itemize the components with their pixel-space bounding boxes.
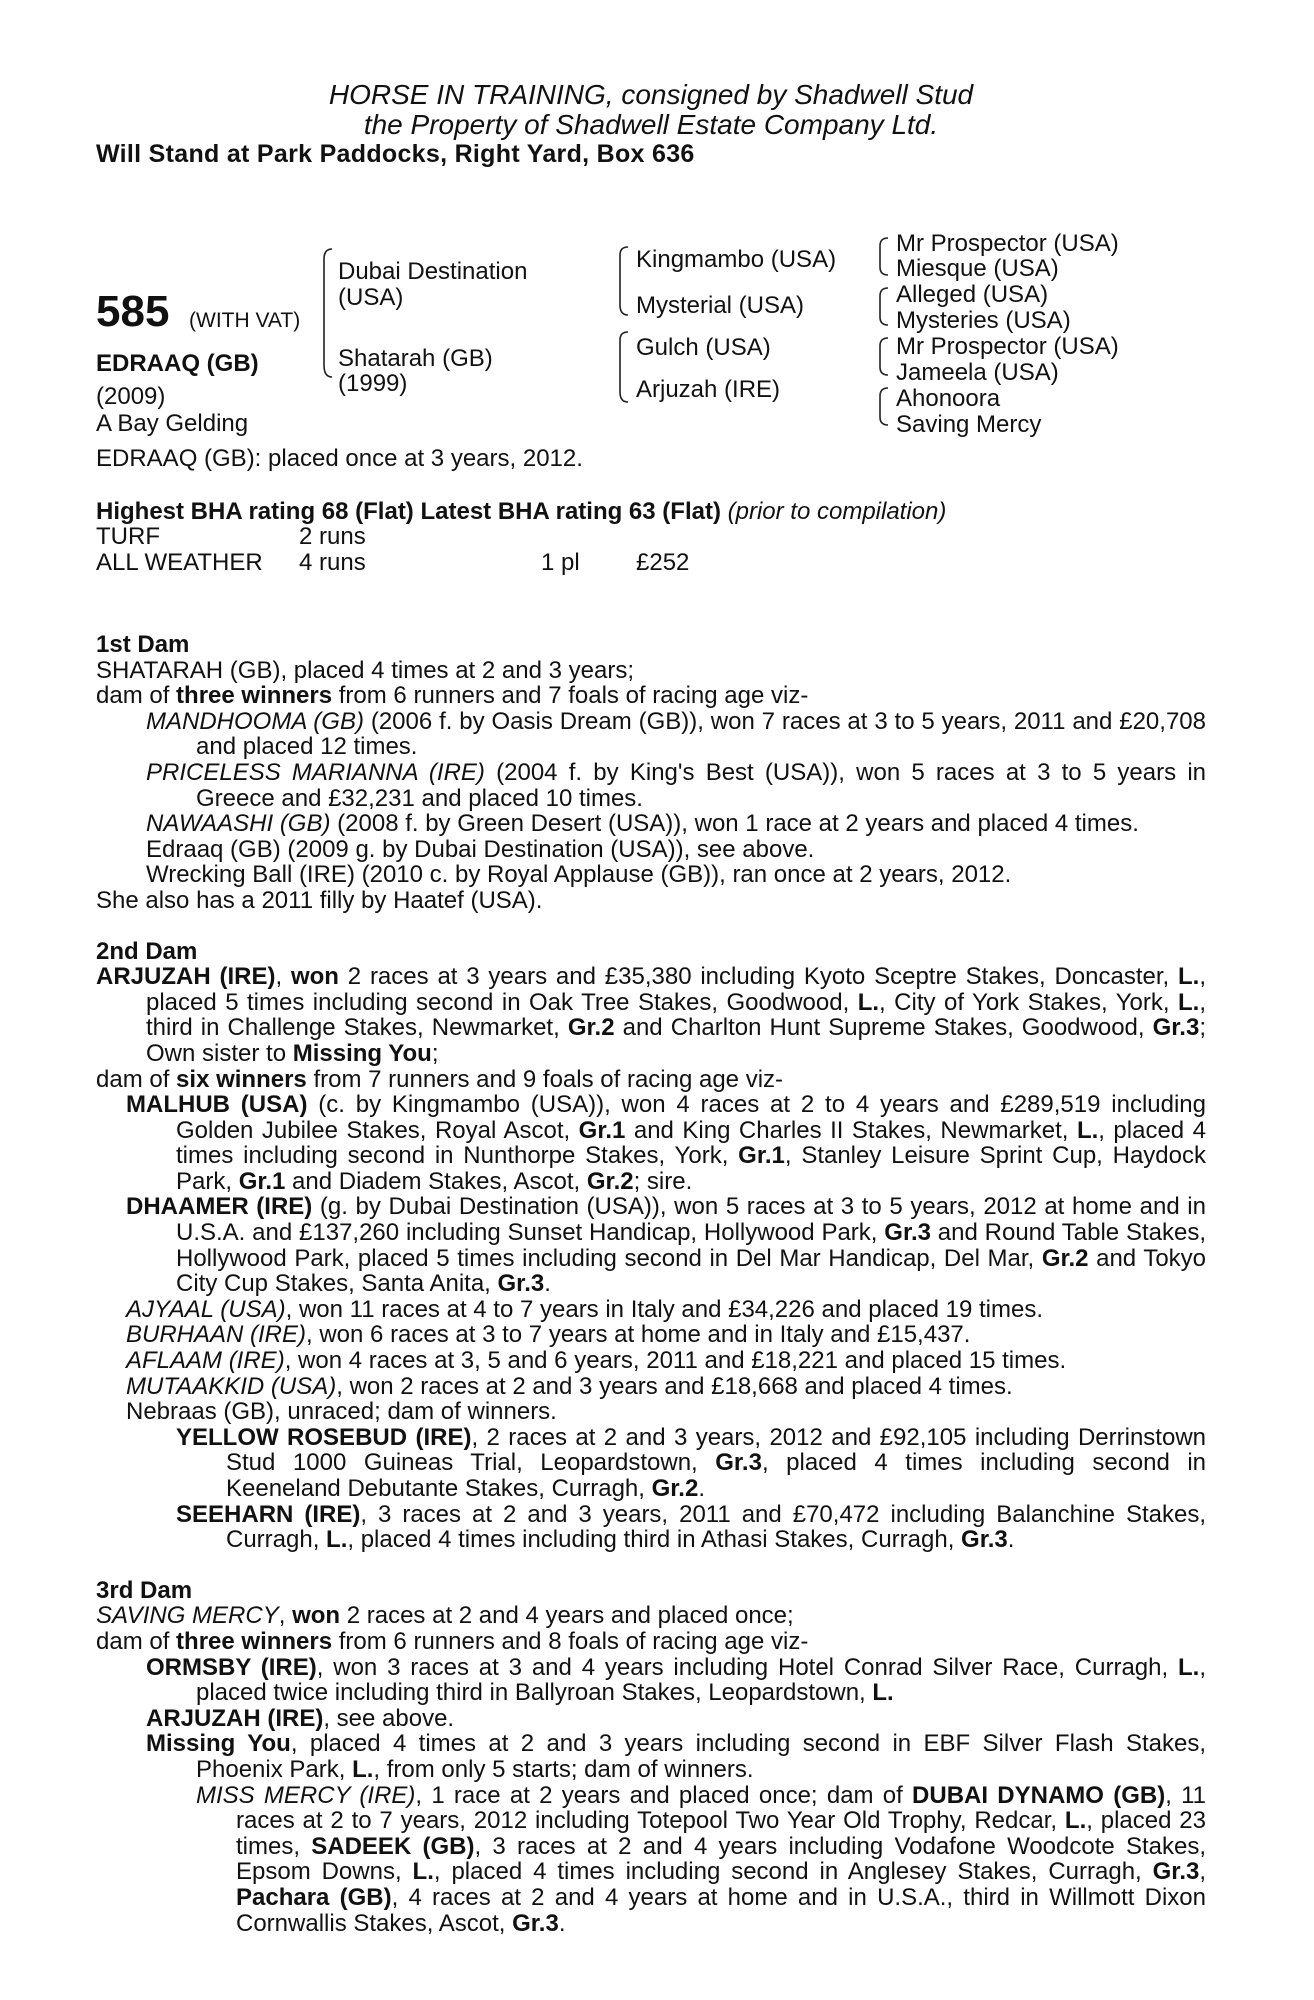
offspring-entry: PRICELESS MARIANNA (IRE) (2004 f. by King's Best (USA)), won 5 races at 3 to 5 years in Greece and £32,231 and placed 10 times.: [146, 758, 1207, 812]
third-dam-heading: 3rd Dam: [96, 1576, 193, 1604]
gen3-brace-3: [876, 335, 892, 379]
dam-sire-dam: Jameela (USA): [896, 359, 1059, 386]
rating-text: Highest BHA rating 68 (Flat) Latest BHA rating 63 (Flat): [96, 498, 721, 525]
offspring-entry: AFLAAM (IRE), won 4 races at 3, 5 and 6 years, 2011 and £18,221 and placed 15 times.: [126, 1347, 1067, 1375]
first-dam-summary: SHATARAH (GB), placed 4 times at 2 and 3 years;: [96, 656, 634, 684]
offspring-entry: ORMSBY (IRE), won 3 races at 3 and 4 years including Hotel Conrad Silver Race, Curragh, L., placed twice including third in Ballyroan Stakes, Leopardstown, L.: [146, 1653, 1206, 1707]
vat-note: (WITH VAT): [189, 309, 301, 332]
dam-dam: Arjuzah (IRE): [636, 376, 781, 403]
dam-produce-record: [96, 632, 1206, 1936]
sire-country: (USA): [338, 284, 404, 311]
gen3-brace-4: [876, 385, 892, 429]
gen3-brace-2: [876, 285, 892, 329]
dam-dam-dam: Saving Mercy: [896, 411, 1042, 438]
sire-dam: Mysterial (USA): [636, 292, 805, 319]
consignor-line: HORSE IN TRAINING, consigned by Shadwell Stud: [328, 79, 974, 110]
aw-label: ALL WEATHER: [96, 549, 263, 576]
third-dam-summary: SAVING MERCY, won 2 races at 2 and 4 years and placed once;: [96, 1602, 794, 1630]
gen3-brace-1: [876, 235, 892, 279]
offspring-entry: Nebraas (GB), unraced; dam of winners.: [126, 1398, 557, 1426]
horse-description: A Bay Gelding: [96, 410, 249, 437]
aw-money: £252: [636, 549, 690, 576]
property-line: the Property of Shadwell Estate Company Ltd.: [363, 109, 939, 140]
sire-line-brace: [616, 243, 632, 321]
offspring-entry: Wrecking Ball (IRE) (2010 c. by Royal Applause (GB)), ran once at 2 years, 2012.: [146, 861, 1012, 889]
sire-name: Dubai Destination: [338, 258, 528, 285]
dam-sire: Gulch (USA): [636, 334, 771, 361]
offspring-entry: Missing You, placed 4 times at 2 and 3 years including second in EBF Silver Flash Stakes, Phoenix Park, L., from only 5 starts; dam of winners.: [146, 1730, 1207, 1783]
grand-offspring-entry: SEEHARN (IRE), 3 races at 2 and 3 years, 2011 and £70,472 including Balanchine Stakes, Curragh, L., placed 4 times including third in Athasi Stakes, Curragh, Gr.3.: [176, 1500, 1206, 1554]
sire-sire-dam: Miesque (USA): [896, 255, 1059, 282]
rating-suffix: (prior to compilation): [727, 498, 947, 525]
bha-rating: [96, 498, 946, 526]
offspring-entry: MALHUB (USA) (c. by Kingmambo (USA)), won 4 races at 2 to 4 years and £289,519 including Golden Jubilee Stakes, Royal Ascot, Gr.1 and King Charles II Stakes, Newmarket, L., placed 4 times including second in Nunthorpe Stakes, York, Gr.1, Stanley Leisure Sprint Cup, Haydock Park, Gr.1 and Diadem Stakes, Ascot, Gr.2; sire.: [126, 1091, 1206, 1195]
dam-line-brace: [616, 328, 632, 408]
grand-offspring-entry: YELLOW ROSEBUD (IRE), 2 races at 2 and 3 years, 2012 and £92,105 including Derrinstown Stud 1000 Guineas Trial, Leopardstown, Gr.3, placed 4 times including second in Keeneland Debutante Stakes, Curragh, Gr.2.: [176, 1423, 1207, 1502]
first-dam-heading: 1st Dam: [96, 631, 190, 658]
second-dam-summary: ARJUZAH (IRE), won 2 races at 3 years and £35,380 including Kyoto Sceptre Stakes, Doncaster, L., placed 5 times including second in Oak Tree Stakes, Goodwood, L., City of York Stakes, York, L., third in Challenge Stakes, Newmarket, Gr.2 and Charlton Hunt Supreme Stakes, Goodwood, Gr.3; Own sister to Missing You;: [96, 963, 1206, 1067]
sire-dam-sire: Alleged (USA): [896, 281, 1049, 308]
dam-sire-sire: Mr Prospector (USA): [896, 333, 1119, 360]
sire-sire: Kingmambo (USA): [636, 246, 837, 273]
turf-runs: 2 runs: [299, 523, 366, 550]
sire-dam-brace: [318, 245, 338, 385]
aw-runs: 4 runs: [299, 549, 366, 576]
sire-dam-dam: Mysteries (USA): [896, 307, 1071, 334]
dam-dam-sire: Ahonoora: [896, 385, 1001, 412]
offspring-entry: DHAAMER (IRE) (g. by Dubai Destination (USA)), won 5 races at 3 to 5 years, 2012 at home and in U.S.A. and £137,260 including Sunset Handicap, Hollywood Park, Gr.3 and Round Table Stakes, Hollywood Park, placed 5 times including second in Del Mar Handicap, Del Mar, Gr.2 and Tokyo City Cup Stakes, Santa Anita, Gr.3.: [126, 1193, 1207, 1298]
stand-location: Will Stand at Park Paddocks, Right Yard, Box 636: [96, 140, 695, 168]
sire-sire-sire: Mr Prospector (USA): [896, 230, 1119, 257]
third-dam-produce: dam of three winners from 6 runners and 8 foals of racing age viz-: [96, 1627, 809, 1655]
foaling-year: (2009): [96, 383, 166, 410]
dam-name: Shatarah (GB): [338, 345, 493, 372]
lot-number: 585: [96, 287, 170, 336]
offspring-entry: NAWAASHI (GB) (2008 f. by Green Desert (USA)), won 1 race at 2 years and placed 4 times.: [146, 810, 1139, 838]
first-dam-filly-note: She also has a 2011 filly by Haatef (USA).: [96, 886, 543, 914]
dam-year: (1999): [338, 370, 408, 397]
offspring-entry: MANDHOOMA (GB) (2006 f. by Oasis Dream (GB)), won 7 races at 3 to 5 years, 2011 and £20,708 and placed 12 times.: [146, 707, 1206, 761]
aw-placed: 1 pl: [541, 549, 580, 576]
offspring-entry: AJYAAL (USA), won 11 races at 4 to 7 years in Italy and £34,226 and placed 19 times.: [126, 1295, 1043, 1323]
race-record-note: EDRAAQ (GB): placed once at 3 years, 2012.: [96, 445, 583, 472]
grand-offspring-entry: MISS MERCY (IRE), 1 race at 2 years and placed once; dam of DUBAI DYNAMO (GB), 11 races at 2 to 7 years, 2012 including Totepool Two Year Old Trophy, Redcar, L., placed 23 times, SADEEK (GB), 3 races at 2 and 4 years including Vodafone Woodcote Stakes, Epsom Downs, L., placed 4 times including second in Anglesey Stakes, Curragh, Gr.3, Pachara (GB), 4 races at 2 and 4 years at home and in U.S.A., third in Willmott Dixon Cornwallis Stakes, Ascot, Gr.3.: [196, 1781, 1207, 1937]
first-dam-produce: dam of three winners from 6 runners and 7 foals of racing age viz-: [96, 682, 809, 710]
second-dam-heading: 2nd Dam: [96, 937, 198, 965]
turf-label: TURF: [96, 523, 160, 550]
offspring-entry: BURHAAN (IRE), won 6 races at 3 to 7 years at home and in Italy and £15,437.: [126, 1321, 971, 1349]
offspring-entry: ARJUZAH (IRE), see above.: [146, 1704, 455, 1732]
offspring-entry: MUTAAKKID (USA), won 2 races at 2 and 3 years and £18,668 and placed 4 times.: [126, 1372, 1013, 1400]
horse-name: EDRAAQ (GB): [96, 350, 259, 377]
offspring-entry: Edraaq (GB) (2009 g. by Dubai Destination (USA)), see above.: [146, 835, 815, 863]
second-dam-produce: dam of six winners from 7 runners and 9 foals of racing age viz-: [96, 1065, 784, 1093]
